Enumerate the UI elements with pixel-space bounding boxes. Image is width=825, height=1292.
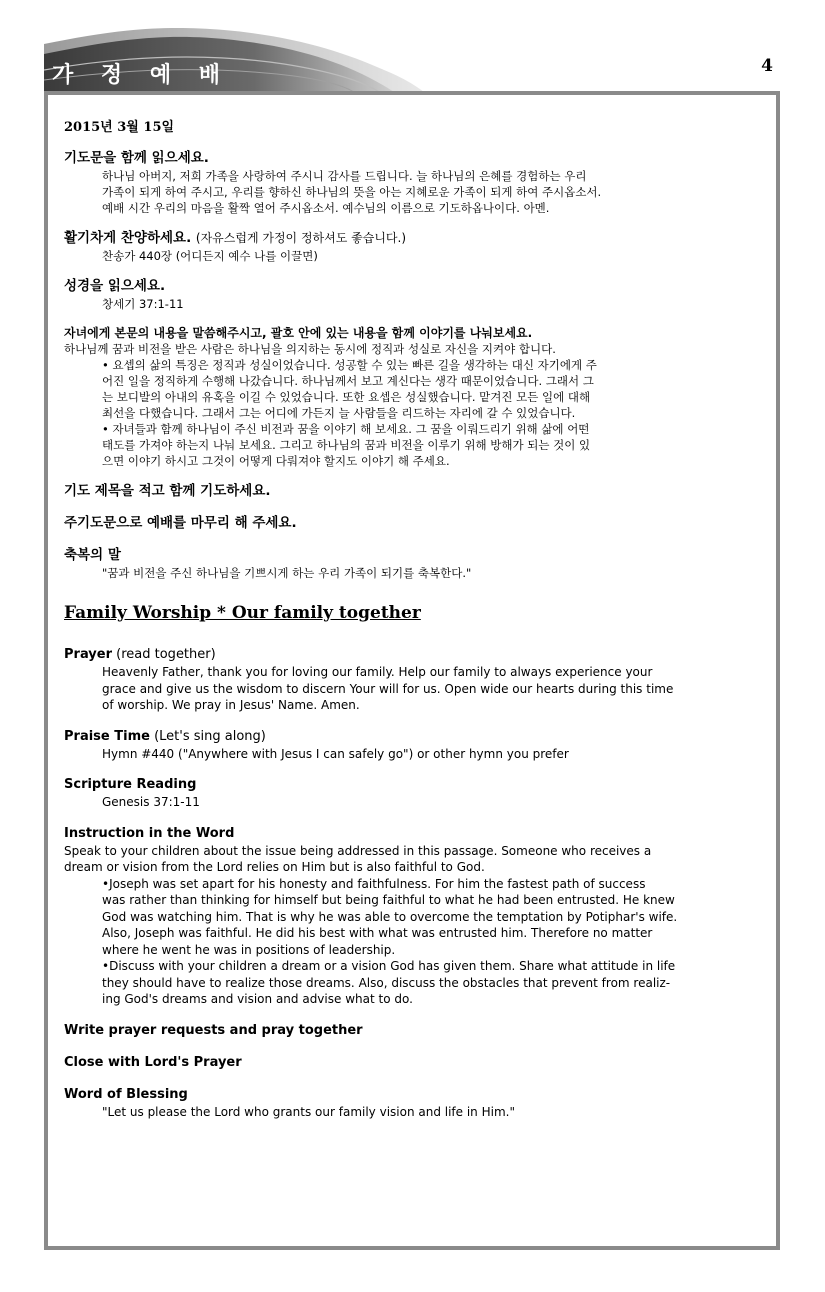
en-prayer-section bbox=[64, 645, 764, 714]
en-prayer-requests-heading: Write prayer requests and pray together bbox=[64, 1022, 363, 1038]
ko-scripture-heading: 성경을 읽으세요. bbox=[64, 278, 166, 294]
en-prayer-heading: Prayer (read together) bbox=[64, 647, 216, 662]
section-title: 가 정 예 배 bbox=[52, 62, 230, 88]
ko-prayer-line: 하나님 아버지, 저희 가족을 사랑하여 주시니 감사를 드립니다. 늘 하나님의 은혜를 경험하는 우리 bbox=[102, 169, 587, 183]
en-scripture-heading: Scripture Reading bbox=[64, 777, 197, 792]
en-praise-note: (Let's sing along) bbox=[154, 728, 266, 744]
ko-lords-prayer bbox=[64, 514, 764, 533]
en-prayer-line: of worship. We pray in Jesus' Name. Amen. bbox=[102, 698, 360, 712]
ko-blessing-section bbox=[64, 546, 764, 581]
ko-instruction-intro: 하나님께 꿈과 비전을 받은 사람은 하나님을 의지하는 동시에 정직과 성실로 자신을 지켜야 합니다. bbox=[64, 342, 556, 356]
ko-instruction-line: 어진 일을 정직하게 수행해 나갔습니다. 하나님께서 보고 계신다는 생각 때문이었습니다. 그래서 그 bbox=[102, 374, 594, 388]
english-title: Family Worship * Our family together bbox=[64, 603, 421, 623]
ko-blessing-line: "꿈과 비전을 주신 하나님을 기쁘시게 하는 우리 가족이 되기를 축복한다." bbox=[102, 566, 472, 580]
en-blessing-heading: Word of Blessing bbox=[64, 1086, 188, 1102]
en-lords-prayer-heading: Close with Lord's Prayer bbox=[64, 1054, 242, 1070]
ko-scripture-section bbox=[64, 277, 764, 312]
en-blessing-section bbox=[64, 1085, 764, 1121]
en-instruction-heading: Instruction in the Word bbox=[64, 825, 235, 841]
worship-date: 2015년 3월 15일 bbox=[64, 120, 175, 135]
en-instruction-intro: dream or vision from the Lord relies on Him but is also faithful to God. bbox=[64, 860, 485, 874]
ko-blessing-heading: 축복의 말 bbox=[64, 547, 121, 563]
en-instruction-line: •Joseph was set apart for his honesty and faithfulness. For him the fastest path of success bbox=[102, 876, 646, 891]
en-prayer-note: (read together) bbox=[116, 647, 216, 662]
en-prayer-line: Heavenly Father, thank you for loving our family. Help our family to always experience your bbox=[102, 665, 653, 679]
en-instruction-line: Also, Joseph was faithful. He did his best with what was entrusted him. Therefore no matter bbox=[102, 926, 653, 940]
ko-instruction-line: • 요셉의 삶의 특징은 정직과 성실이었습니다. 성공할 수 있는 빠른 길을 생각하는 대신 자기에게 주 bbox=[102, 358, 597, 372]
ko-praise-heading: 활기차게 찬양하세요. (자유스럽게 가정이 정하셔도 좋습니다.) bbox=[64, 230, 407, 246]
ko-instruction-line: 최선을 다했습니다. 그래서 그는 어디에 가든지 늘 사람들을 리드하는 자리에 갈 수 있었습니다. bbox=[102, 406, 576, 420]
ko-praise-line: 찬송가 440장 (어디든지 예수 나를 이끌면) bbox=[102, 249, 318, 263]
en-scripture-section bbox=[64, 775, 764, 811]
ko-prayer-requests bbox=[64, 482, 764, 501]
en-instruction-section bbox=[64, 824, 764, 1008]
ko-prayer-line: 가족이 되게 하여 주시고, 우리를 향하신 하나님의 뜻을 아는 지혜로운 가족이 되게 하여 주시옵소서. bbox=[102, 185, 602, 199]
en-prayer-line: grace and give us the wisdom to discern Your will for us. Open wide our hearts during this time bbox=[102, 681, 674, 696]
en-instruction-line: was rather than thinking for himself but being faithful to what he had been entrusted. He knew bbox=[102, 893, 675, 907]
ko-instruction-line: 는 보디발의 아내의 유혹을 이길 수 있었습니다. 또한 요셉은 성실했습니다. 맡겨진 모든 일에 대해 bbox=[102, 390, 591, 404]
en-lords-prayer bbox=[64, 1053, 764, 1072]
en-instruction-line: •Discuss with your children a dream or a vision God has given them. Share what attitude in life bbox=[102, 959, 676, 973]
ko-prayer-heading: 기도문을 함께 읽으세요. bbox=[64, 150, 209, 166]
ko-instruction-section bbox=[64, 325, 764, 469]
ko-prayer-line: 예배 시간 우리의 마음을 활짝 열어 주시옵소서. 예수님의 이름으로 기도하옵나이다. 아멘. bbox=[102, 201, 550, 215]
ko-scripture-line: 창세기 37:1-11 bbox=[102, 297, 184, 311]
en-instruction-intro: Speak to your children about the issue being addressed in this passage. Someone who receives a bbox=[64, 843, 652, 858]
ko-lords-prayer-heading: 주기도문으로 예배를 마무리 해 주세요. bbox=[64, 515, 297, 531]
en-praise-heading: Praise Time (Let's sing along) bbox=[64, 728, 266, 744]
ko-instruction-line: 으면 이야기 하시고 그것이 어떻게 다뤄져야 할지도 이야기 해 주세요. bbox=[102, 454, 450, 468]
en-praise-section bbox=[64, 727, 764, 763]
ko-praise-section bbox=[64, 229, 764, 264]
ko-prayer-requests-heading: 기도 제목을 적고 함께 기도하세요. bbox=[64, 483, 271, 499]
ko-instruction-heading: 자녀에게 본문의 내용을 말씀해주시고, 괄호 안에 있는 내용을 함께 이야기를 나눠보세요. bbox=[64, 326, 533, 340]
ko-prayer-section bbox=[64, 149, 764, 216]
content bbox=[64, 116, 764, 1133]
english-section bbox=[64, 645, 764, 1120]
en-scripture-line: Genesis 37:1-11 bbox=[102, 795, 200, 809]
en-instruction-line: ing God's dreams and vision and advise what to do. bbox=[102, 992, 413, 1006]
en-praise-line: Hymn #440 ("Anywhere with Jesus I can safely go") or other hymn you prefer bbox=[102, 746, 569, 761]
en-blessing-line: "Let us please the Lord who grants our family vision and life in Him." bbox=[102, 1104, 515, 1119]
en-instruction-line: they should have to realize those dreams. Also, discuss the obstacles that prevent from realiz- bbox=[102, 975, 671, 990]
en-prayer-requests bbox=[64, 1021, 764, 1040]
ko-praise-note: (자유스럽게 가정이 정하셔도 좋습니다.) bbox=[195, 231, 407, 245]
ko-instruction-line: • 자녀들과 함께 하나님이 주신 비전과 꿈을 이야기 해 보세요. 그 꿈을 이뤄드리기 위해 삶에 어떤 bbox=[102, 422, 590, 436]
page-number: 4 bbox=[761, 56, 773, 76]
ko-instruction-line: 태도를 가져야 하는지 나눠 보세요. 그리고 하나님의 꿈과 비전을 이루기 위해 방해가 되는 것이 있 bbox=[102, 438, 591, 452]
en-instruction-line: where he went he was in positions of leadership. bbox=[102, 942, 396, 957]
en-instruction-line: God was watching him. That is why he was able to overcome the temptation by Potiphar's wife. bbox=[102, 909, 678, 924]
